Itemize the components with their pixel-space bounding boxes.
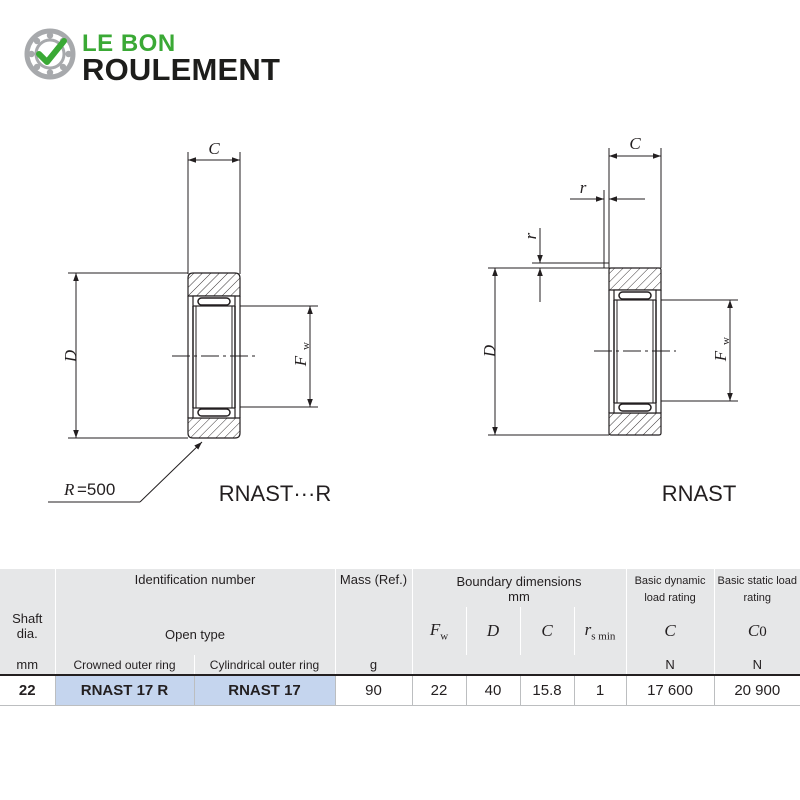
logo-line-1: LE BON: [82, 30, 176, 57]
cell-fw: 22: [412, 675, 466, 706]
fw-sub: w: [440, 630, 449, 643]
right-bearing-drawing: [488, 148, 738, 435]
header-dynamic-symbol: C: [626, 607, 714, 655]
header-open-type: Open type: [55, 607, 335, 655]
left-label-fw-sub: w: [300, 342, 312, 350]
logo: [24, 28, 304, 88]
header-r: [574, 607, 626, 655]
header-c: C: [520, 607, 574, 655]
cell-dynamic: 17 600: [626, 675, 714, 706]
right-label-d: D: [480, 344, 499, 358]
header-ident-number: Identification number: [55, 569, 335, 607]
right-label-fw-sub: w: [720, 337, 732, 345]
right-caption: RNAST: [661, 481, 737, 506]
header-fw: [412, 607, 466, 655]
left-caption: RNAST···R: [218, 481, 332, 506]
cell-cylindrical-id[interactable]: RNAST 17: [194, 675, 335, 706]
cell-c: 15.8: [520, 675, 574, 706]
header-d: D: [466, 607, 520, 655]
shaft-dia-label: Shaft dia.: [12, 611, 43, 641]
cell-shaft: 22: [0, 675, 55, 706]
cell-mass: 90: [335, 675, 412, 706]
specification-table: [0, 569, 800, 706]
header-static-symbol: [714, 607, 800, 655]
table-row: [0, 675, 800, 706]
bearing-drawings: [0, 100, 800, 520]
fw-symbol: F: [429, 619, 441, 639]
right-label-r-top: r: [579, 178, 587, 197]
cell-crowned-id[interactable]: RNAST 17 R: [55, 675, 194, 706]
cell-d: 40: [466, 675, 520, 706]
right-label-r-side: r: [521, 232, 540, 240]
header-dynamic: Basic dynamic load rating: [626, 569, 714, 607]
header-static-unit: N: [714, 655, 800, 675]
left-label-c: C: [208, 139, 220, 158]
right-label-fw: F: [711, 350, 730, 362]
r-symbol: r: [584, 619, 592, 639]
radius-value: =500: [77, 480, 116, 499]
right-bearing-labels: [480, 134, 736, 506]
header-shaft-dia: [0, 569, 55, 655]
boundary-label: Boundary dimensions: [456, 574, 582, 589]
left-label-fw: F: [291, 355, 310, 367]
header-dynamic-unit: N: [626, 655, 714, 675]
r-sub: s min: [591, 630, 616, 643]
right-label-c: C: [629, 134, 641, 153]
header-boundary: [412, 569, 626, 607]
header-cylindrical: Cylindrical outer ring: [194, 655, 335, 675]
c0-symbol: C: [747, 621, 760, 640]
c0-sub: 0: [759, 624, 767, 640]
header-crowned: Crowned outer ring: [55, 655, 194, 675]
radius-label: R: [64, 480, 75, 499]
header-mass-unit: g: [335, 655, 412, 675]
header-static: Basic static load rating: [714, 569, 800, 607]
left-bearing-drawing: [48, 152, 318, 502]
header-mass: Mass (Ref.): [335, 569, 412, 607]
cell-r: 1: [574, 675, 626, 706]
left-label-d: D: [61, 349, 80, 363]
logo-line-2: ROULEMENT: [82, 52, 281, 87]
header-shaft-unit: mm: [0, 655, 55, 675]
cell-static: 20 900: [714, 675, 800, 706]
boundary-unit: mm: [508, 589, 530, 604]
bearing-check-icon: [24, 28, 76, 80]
